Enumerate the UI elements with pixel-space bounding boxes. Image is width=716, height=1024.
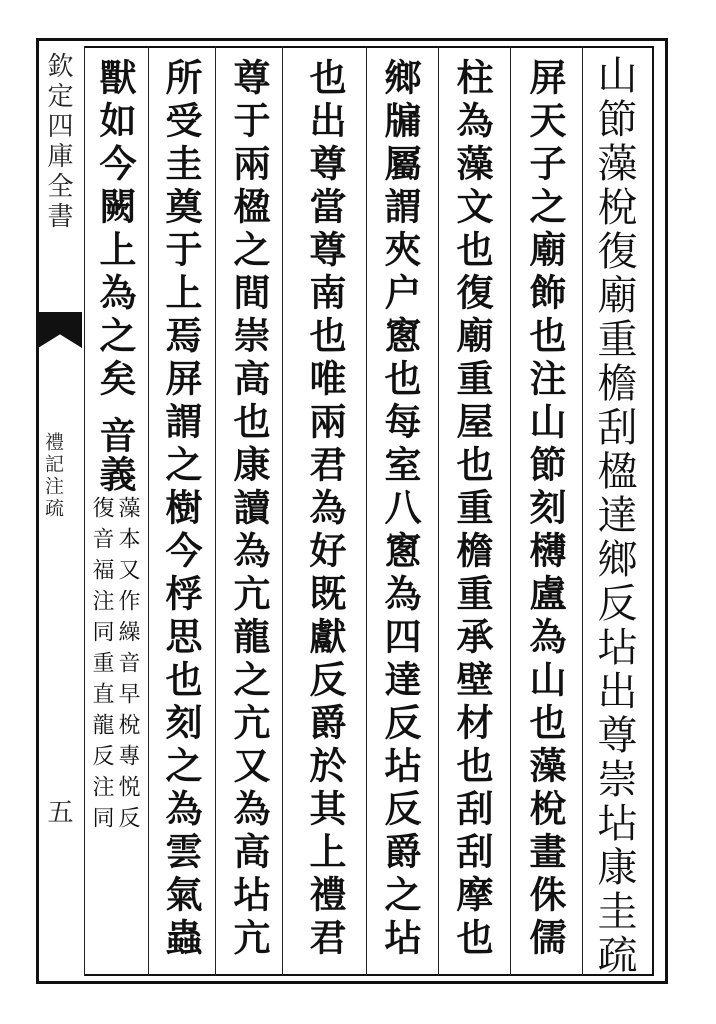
yinyi-mark: 音義 (93, 416, 137, 494)
column-rule (282, 46, 283, 976)
column-rule (510, 46, 511, 976)
text-column-2: 屏天子之廟飾也注山節刻欂盧為山也藻梲畫侏儒 (523, 58, 567, 961)
text-column-4: 鄉牖屬謂夾户窻也每室八窻為四達反坫反爵之坫 (378, 58, 422, 961)
text-column-5: 也出尊當尊南也唯兩君為好既獻反爵於其上禮君 (303, 58, 347, 961)
annotation-right-line: 藻本又作繰音早梲專悦反 (115, 496, 140, 837)
column-rule (438, 46, 439, 976)
text-column-6: 尊于兩楹之間崇高也康讀為亢龍之亢又為高坫亢 (227, 58, 271, 961)
margin-section-title: 禮記注疏 (42, 432, 64, 520)
column-rule (215, 46, 216, 976)
margin-page-number: 五 (43, 798, 73, 824)
column-rule (582, 46, 583, 976)
column-rule (84, 46, 85, 976)
margin-book-title: 欽定四庫全書 (43, 52, 73, 232)
annotation-left-line: 復音福注同重直龍反注同 (89, 496, 114, 837)
text-column-7: 所受圭奠于上焉屏謂之樹今桴思也刻之為雲氣蟲 (159, 58, 203, 961)
text-column-3: 柱為藻文也復廟重屋也重檐重承壁材也刮刮摩也 (450, 58, 494, 961)
column-rule (148, 46, 149, 976)
text-column-1: 山節藻梲復廟重檐刮楹達鄉反坫出尊崇坫康圭疏 (591, 54, 637, 978)
column-rule (366, 46, 367, 976)
text-column-8: 獸如今闕上為之矣 (93, 58, 137, 402)
